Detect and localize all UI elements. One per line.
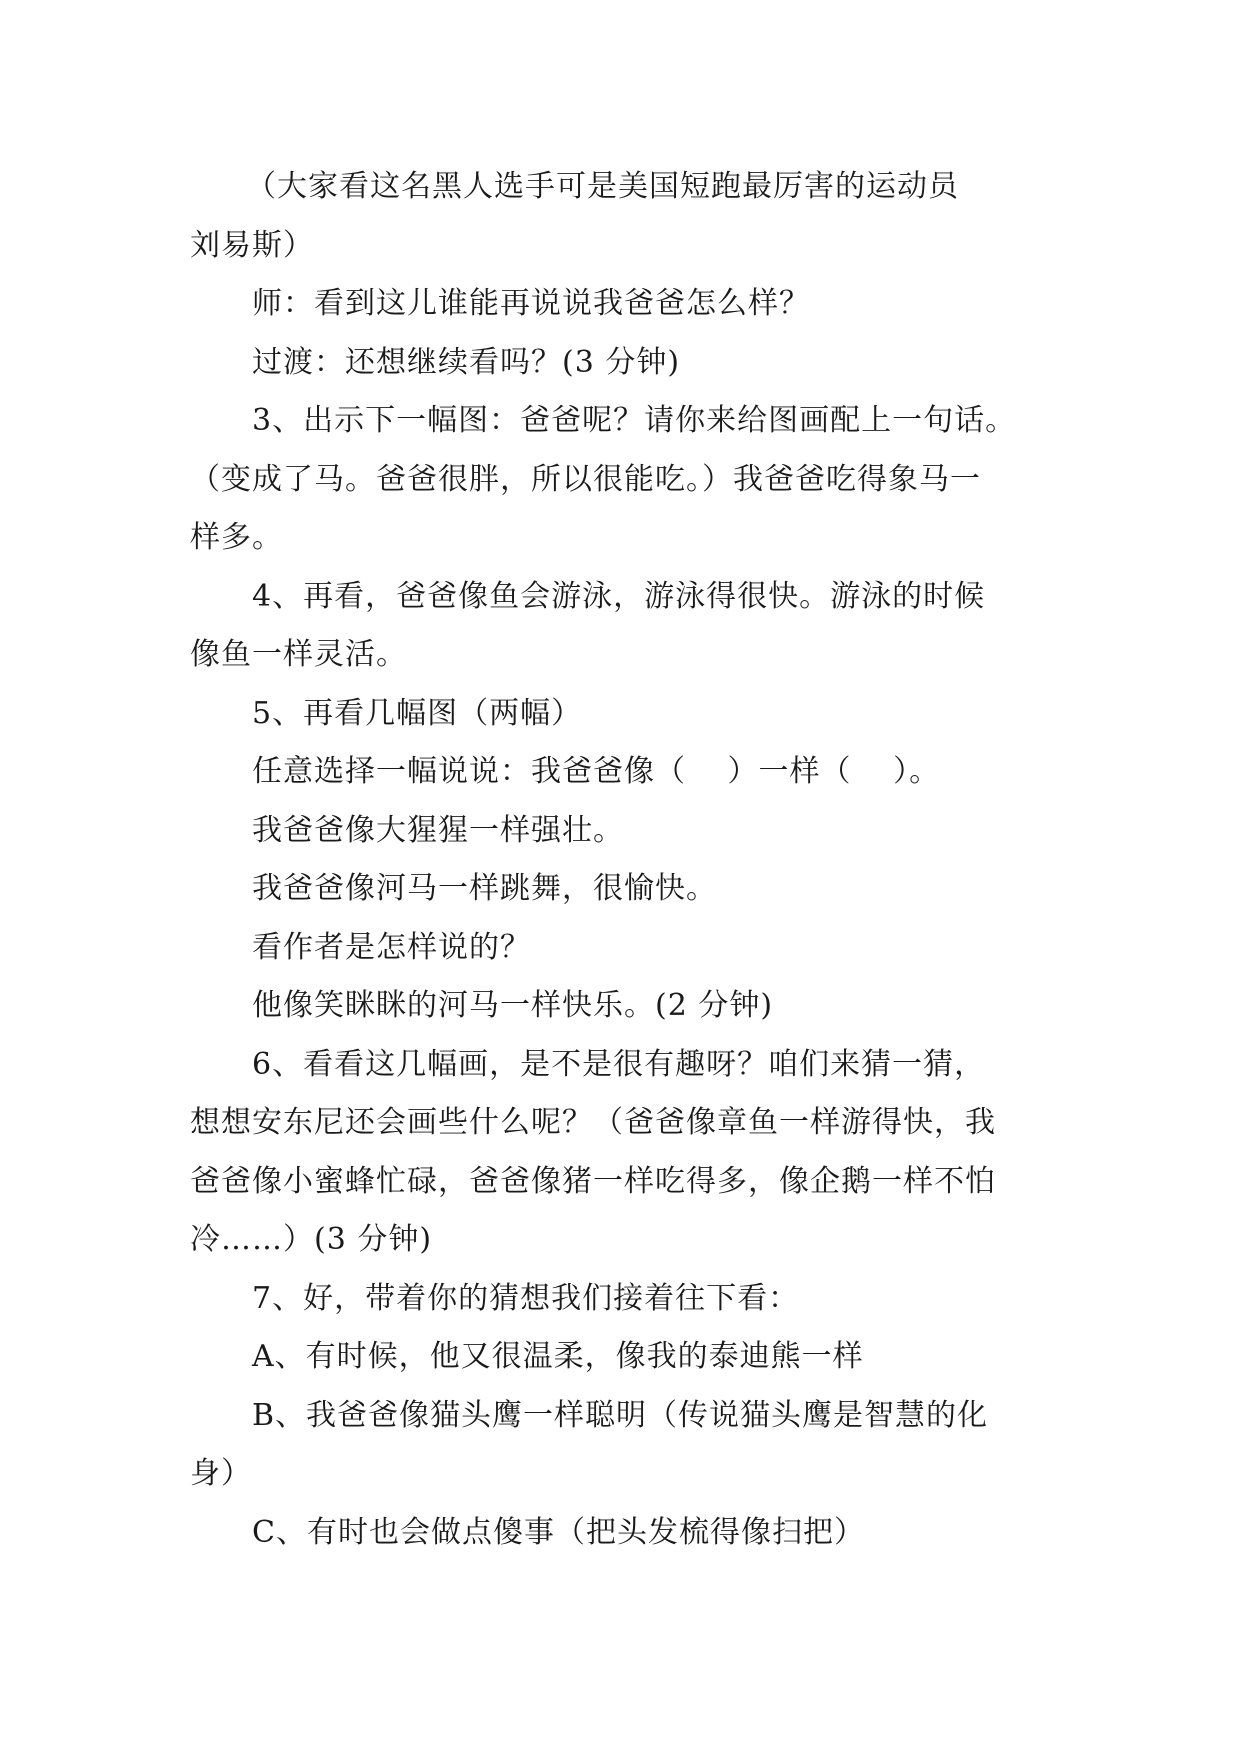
text-line: 7、好，带着你的猜想我们接着往下看： — [252, 1280, 800, 1316]
text-line: 想想安东尼还会画些什么呢？（爸爸像章鱼一样游得快，我 — [190, 1105, 996, 1140]
text-line: 爸爸像小蜜蜂忙碌，爸爸像猪一样吃得多，像企鹅一样不怕 — [190, 1163, 996, 1199]
text-line: 任意选择一幅说说：我爸爸像（ ）一样（ ）。 — [252, 754, 941, 789]
document-body — [190, 158, 1050, 1562]
text-line: 6、看看这几幅画，是不是很有趣呀？咱们来猜一猜， — [252, 1046, 986, 1082]
text-line: 他像笑眯眯的河马一样快乐。(2 分钟) — [252, 988, 774, 1023]
text-line: 样多。 — [190, 520, 283, 555]
text-line: 身） — [190, 1456, 252, 1491]
text-line: A、有时候，他又很温柔，像我的泰迪熊一样 — [252, 1339, 864, 1374]
text-line: 师：看到这儿谁能再说说我爸爸怎么样？ — [252, 286, 810, 321]
text-line: C、有时也会做点傻事（把头发梳得像扫把） — [252, 1514, 865, 1550]
text-line: 过渡：还想继续看吗？(3 分钟) — [252, 344, 681, 380]
text-line: 刘易斯） — [190, 227, 314, 263]
text-line: 像鱼一样灵活。 — [190, 637, 407, 672]
text-line: 5、再看几幅图（两幅） — [252, 695, 583, 731]
text-line: 我爸爸像大猩猩一样强壮。 — [252, 812, 624, 848]
text-line: （大家看这名黑人选手可是美国短跑最厉害的运动员 — [246, 169, 959, 204]
text-line: （变成了马。爸爸很胖，所以很能吃。）我爸爸吃得象马一 — [190, 461, 981, 497]
text-line: 4、再看，爸爸像鱼会游泳，游泳得很快。游泳的时候 — [252, 578, 986, 614]
text-line: 3、出示下一幅图：爸爸呢？请你来给图画配上一句话。 — [252, 403, 1017, 438]
text-line: 我爸爸像河马一样跳舞，很愉快。 — [252, 871, 717, 906]
text-line: 看作者是怎样说的？ — [252, 929, 531, 965]
text-line: 冷……）(3 分钟) — [190, 1222, 433, 1257]
text-line: B、我爸爸像猫头鹰一样聪明（传说猫头鹰是智慧的化 — [252, 1397, 989, 1433]
